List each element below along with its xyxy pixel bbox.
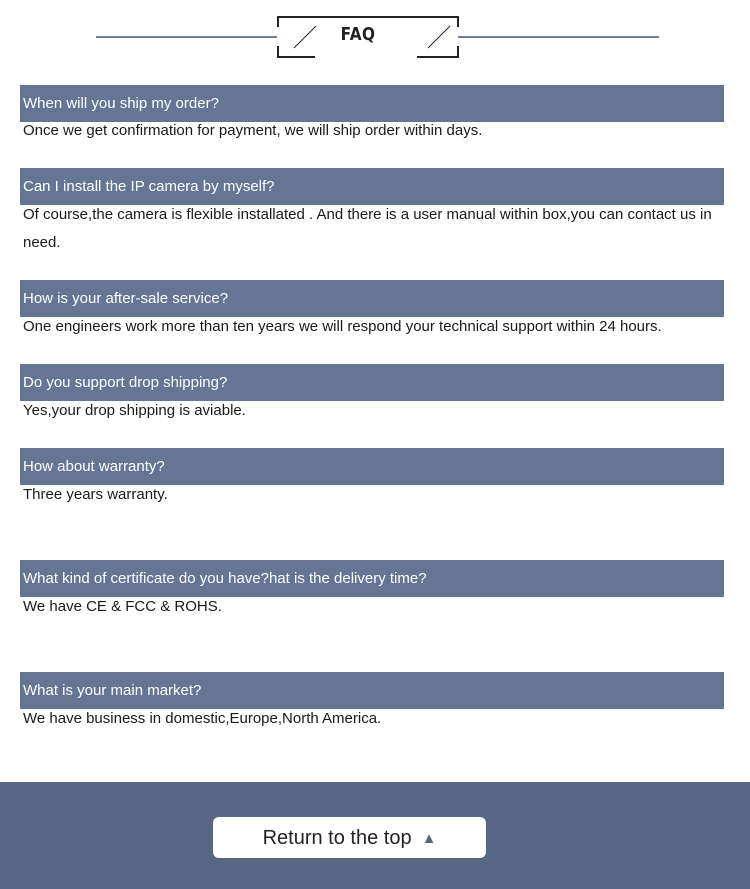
faq-question-1: When will you ship my order? bbox=[20, 85, 724, 122]
faq-question-3: How is your after-sale service? bbox=[20, 280, 724, 317]
footer-bar bbox=[0, 782, 750, 889]
faq-answer-7: We have business in domestic,Europe,North America. bbox=[23, 710, 382, 727]
faq-question-4: Do you support drop shipping? bbox=[20, 364, 724, 401]
return-to-top-label: Return to the top bbox=[262, 827, 412, 849]
page-title: FAQ bbox=[340, 24, 376, 45]
faq-question-6: What kind of certificate do you have?hat is the delivery time? bbox=[20, 560, 724, 597]
faq-answer-4: Yes,your drop shipping is aviable. bbox=[23, 402, 246, 419]
faq-answer-5: Three years warranty. bbox=[23, 486, 168, 503]
faq-question-5: How about warranty? bbox=[20, 448, 724, 485]
faq-question-2: Can I install the IP camera by myself? bbox=[20, 168, 724, 205]
up-triangle-icon: ▲ bbox=[421, 830, 437, 847]
faq-answer-1: Once we get confirmation for payment, we will ship order within days. bbox=[23, 122, 483, 139]
faq-question-7: What is your main market? bbox=[20, 672, 724, 709]
faq-answer-3: One engineers work more than ten years we will respond your technical support within 24 hours. bbox=[23, 318, 662, 335]
return-to-top-button[interactable] bbox=[213, 817, 486, 858]
faq-answer-6: We have CE & FCC & ROHS. bbox=[23, 598, 222, 615]
faq-answer-2: Of course,the camera is flexible installated . And there is a user manual within box,you can contact us in need. bbox=[23, 206, 712, 251]
faq-header bbox=[0, 0, 750, 70]
